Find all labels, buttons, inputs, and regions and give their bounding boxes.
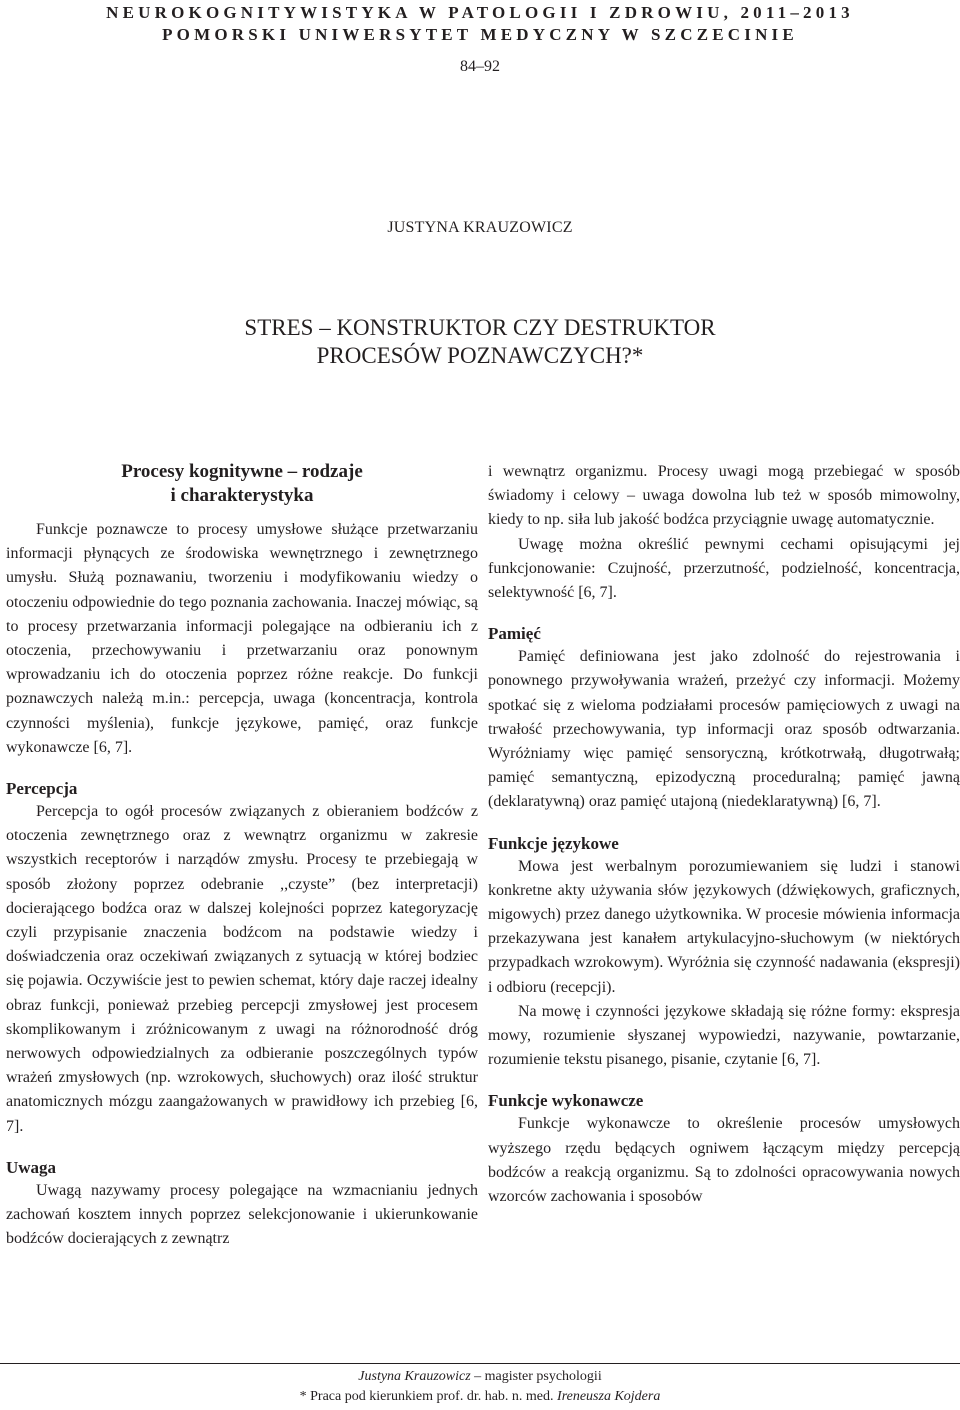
heading-funkcje-wykonawcze: Funkcje wykonawcze bbox=[488, 1091, 644, 1111]
article-title bbox=[0, 314, 960, 370]
paragraph-uwaga-cont: i wewnątrz organizmu. Procesy uwagi mogą przebiegać w sposób świadomy i celowy – uwaga dowolna lub też w sposób mimowolny, kiedy to np. siła lub jakość bodźca przyciągnie uwagę automatycznie. bbox=[488, 463, 960, 529]
article-title-line2: PROCESÓW POZNAWCZYCH?* bbox=[316, 343, 644, 368]
footnote-supervisor-name: Ireneusza Kojdera bbox=[557, 1389, 661, 1404]
section-title-line2: i charakterystyka bbox=[170, 485, 314, 506]
paragraph-mowa: Mowa jest werbalnym porozumiewaniem się ludzi i stanowi konkretne akty używania słów językowych (dźwiękowych, graficznych, migowych) przez danego użytkownika. W procesie mówienia informacja przekazywana jest kanałem artykulacyjno-słuchowym (w niektórych przypadkach wzrokowym). Wyróżnia się czynność nadawania (ekspresji) i odbioru (recepcji). bbox=[488, 857, 960, 996]
journal-header bbox=[0, 2, 960, 46]
left-column bbox=[6, 460, 478, 1251]
footnote-author bbox=[0, 1367, 960, 1387]
paragraph-uwaga: Uwagą nazywamy procesy polegające na wzmacnianiu jednych zachowań kosztem innych poprzez selekcjonowanie i ukierunkowanie bodźców docierających z zewnątrz bbox=[6, 1181, 478, 1248]
heading-percepcja: Percepcja bbox=[6, 779, 78, 799]
paragraph-mowa-forms: Na mowę i czynności językowe składają się różne formy: ekspresja mowy, rozumienie słyszanej wypowiedzi, nazywanie, powtarzanie, rozumienie tekstu pisanego, pisanie, czytanie [6, 7]. bbox=[488, 1002, 960, 1069]
paragraph-pamiec: Pamięć definiowana jest jako zdolność do rejestrowania i ponownego przywoływania wrażeń, przeżyć czy informacji. Możemy spotkać się z wieloma podziałami procesów pamięciowych z uwagi na trwałość przechowywania, typ informacji oraz sposób odtwarzania. Wyróżniamy więc pamięć sensoryczną, krótkotrwałą, długotrwałą; pamięć semantyczną, epizodyczną proceduralną; pamięć jawną (deklaratywną) oraz pamięć utajoną (niedeklaratywną) [6, 7]. bbox=[488, 648, 960, 811]
footnote-supervisor bbox=[0, 1387, 960, 1407]
paragraph-funkcje-wykonawcze: Funkcje wykonawcze to określenie procesów umysłowych wyższego rzędu będących ogniwem łączącym między percepcją bodźców a reakcją organizmu. Są to zdolności opracowywania nowych wzorców zachowania i sposobów bbox=[488, 1115, 960, 1206]
journal-publisher: POMORSKI UNIWERSYTET MEDYCZNY W SZCZECINIE bbox=[162, 25, 798, 44]
footnote-divider bbox=[0, 1363, 960, 1364]
section-title bbox=[6, 460, 478, 508]
journal-title: NEUROKOGNITYWISTYKA W PATOLOGII I ZDROWIU, 2011–2013 bbox=[106, 3, 854, 22]
article-title-line1: STRES – KONSTRUKTOR CZY DESTRUKTOR bbox=[244, 315, 716, 340]
right-column bbox=[488, 460, 960, 1209]
paragraph-percepcja: Percepcja to ogół procesów związanych z obieraniem bodźców z otoczenia zewnętrznego oraz z wewnątrz organizmu w zakresie wszystkich receptorów i narządów zmysłu. Procesy te przebiegają w sposób złożony poprzez odebranie ,,czyste” (bez interpretacji) docierającego bodźca oraz w dalszej kolejności poprzez kategoryzację czyli przypisanie znaczenia bodźcom na podstawie wiedzy i doświadczenia oraz oczekiwań związanych z sytuacją w której bodziec się pojawia. Oczywiście jest to pewien schemat, który daje raczej idealny obraz funkcji, ponieważ przebieg percepcji zmysłowej jest procesem skomplikowanym i zróżnicowanym z uwagi na różnorodność dróg nerwowych odpowiedzialnych za odbieranie poszczególnych typów wrażeń zmysłowych (np. wzrokowych, słuchowych) oraz ilość struktur anatomicznych mózgu zaangażowanych w prawidłowy ich przebieg [6, 7]. bbox=[6, 803, 478, 1135]
page-range: 84–92 bbox=[460, 58, 500, 75]
paragraph-cognitive-functions: Funkcje poznawcze to procesy umysłowe służące przetwarzaniu informacji płynących ze środowiska wewnętrznego i zewnętrznego umysłu. Służą poznawaniu, tworzeniu i modyfikowaniu wiedzy o otoczeniu odpowiednie do tego poznania zachowania. Inaczej mówiąc, są to procesy przetwarzania informacji polegające na odbieraniu ich z otoczenia, przechowywaniu i przetwarzaniu oraz ponownym wprowadzaniu ich do otoczenia poprzez różne reakcje. Do funkcji poznawczych należą m.in.: percepcja, uwaga (koncentracja, kontrola czynności myślenia), funkcje językowe, pamięć, oraz funkcje wykonawcze [6, 7]. bbox=[6, 521, 478, 756]
section-title-line1: Procesy kognitywne – rodzaje bbox=[121, 461, 363, 482]
article-author: JUSTYNA KRAUZOWICZ bbox=[387, 219, 573, 236]
heading-funkcje-jezykowe: Funkcje językowe bbox=[488, 833, 619, 853]
paragraph-uwaga-features: Uwagę można określić pewnymi cechami opisującymi jej funkcjonowanie: Czujność, przerzutność, podzielność, koncentracja, selektywność [6, 7]. bbox=[488, 535, 960, 602]
footnote-author-name: Justyna Krauzowicz bbox=[358, 1369, 471, 1384]
footnote-note: * Praca pod kierunkiem prof. dr. hab. n. med. bbox=[299, 1389, 558, 1404]
footnote-author-role: – magister psychologii bbox=[470, 1369, 602, 1384]
heading-uwaga: Uwaga bbox=[6, 1157, 57, 1177]
heading-pamiec: Pamięć bbox=[488, 624, 541, 644]
